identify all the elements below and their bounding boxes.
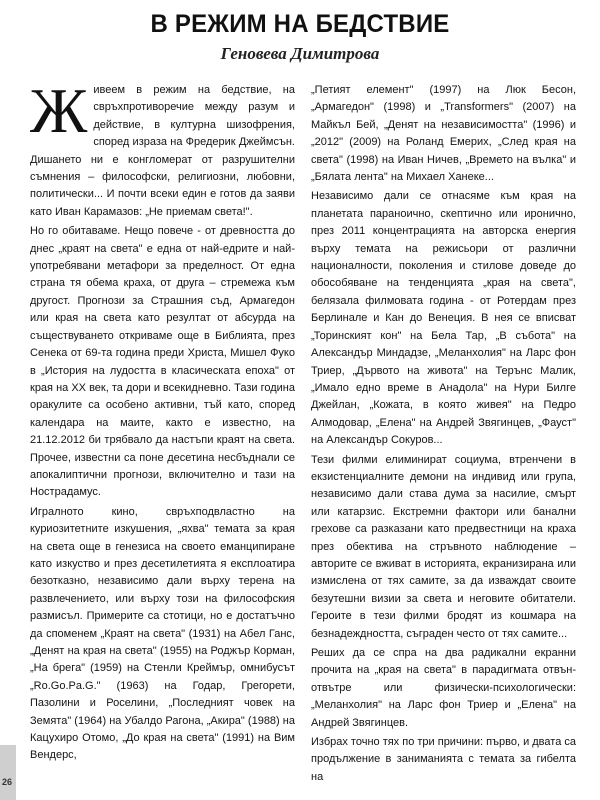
paragraph: Но го обитаваме. Нещо повече - от древността до днес „краят на света" е една от най-едрите и най-употребявани метафори за пределност. От една страна тя обема краха, от друга – стремежа към другост. Прогнози за Страшния съд, Армагедон или края на света като резултат от абсурда на съществуването откриваме още в Библията, през Сенека от 69-та година преди Христа, Мишел Фуко в „История на лудостта в класическата епоха" от края на XX век, та дори и всекидневно. Тази година оракулите са особено активни, тъй като, според календара на маите, както е известно, на 21.12.2012 би трябвало да настъпи краят на света. Прочее, известни са поне десетина несбъднали се апокалиптични прогнози, включително и тази на Нострадамус.	[30, 225, 295, 499]
paragraph: Избрах точно тях по три причини: първо, и двата са продължение в заниманията с темата за гибелта на	[311, 736, 576, 783]
page-number: 26	[2, 777, 13, 787]
paragraph: Независимо дали се отнасяме към края на планетата параноично, скептично или иронично, през 2011 концентрацията на авторска енергия върху темата на режисьори от различни националности, поколения и стилове доведе до обособяване на тенденцията „края на света", белязала филмовата година - от Ротердам през Берлинале и Кан до Венеция. В нея се вписват „Торинският кон" на Бела Тар, „В събота" на Александър Миндадзе, „Меланхолия" на Ларс фон Триер, „Дървото на живота" на Терънс Малик, „Имало едно време в Анадола" на Нури Билге Джейлан, „Кожата, в която живея" на Педро Алмодовар, „Елена" на Андрей Звягинцев, „Фауст" на Александър Сокуров...	[311, 190, 576, 447]
drop-cap: Ж	[30, 75, 88, 146]
article-column-left	[30, 75, 295, 772]
paragraph: Реших да се спра на два радикални екранни прочита на „края на света" в парадигмата отвън-отвътре или физически-психологически: „Меланхолия" на Ларс фон Триер и „Елена" на Андрей Звягинцев.	[311, 647, 576, 729]
page-edge-strip	[0, 745, 16, 800]
paragraph: „Петият елемент" (1997) на Люк Бесон, „Армагедон" (1998) и „Transformers" (2007) на Майкъл Бей, „Денят на независимостта" (1996) и „2012" (2009) на Роланд Емерих, „След края на света" (1998) на Иван Ничев, „Времето на вълка" и „Бялата лента" на Михаел Ханеке...	[311, 84, 576, 184]
paragraph: ивеем в режим на бедствие, на свръхпротиворечие между разум и действие, в културна шизофрения, според израза на Фредерик Джеймсън. Дишането ни е конгломерат от разрушителни съмнения – философски, религиозни, любовни, политически... И почти всеки един е готов да заяви като Иван Карамазов: „Не приемам света!".	[30, 84, 295, 218]
paragraph: Игралното кино, свръхподвластно на куриозитетните изкушения, „яхва" темата за края на света още в генезиса на своето еманципиране като изкуство и през десетилетията я експлоатира безотказно, независимо дали върху терена на развлечението, или върху този на философския размисъл. Примерите са стотици, но е достатъчно да споменем „Краят на света" (1931) на Абел Ганс, „Денят на края на света" (1955) на Роджър Корман, „На брега" (1959) на Стенли Креймър, омнибусът „Ro.Go.Pa.G." (1963) на Годар, Грегорети, Пазолини и Роселини, „Последният човек на Земята" (1964) на Убалдо Рагона, „Акира" (1988) на Кацухиро Отомо, „До края на света" (1991) на Вим Вендерс,	[30, 505, 295, 762]
article-title: В РЕЖИМ НА БЕДСТВИЕ	[150, 10, 450, 38]
article-column-right	[311, 82, 576, 783]
paragraph: Тези филми елиминират социума, втренчени в екзистенциалните демони на индивид или група, независимо дали става дума за насилие, смърт или катарзис. Екстремни фактори или банални грехове са разказани като предвестници на краха през обектива на стръвното наблюдение – авторите се вживат в историята, екранизирана или измислена от тях самите, за да изваждат своите безутешни визии за света и неговите обитатели. Героите в тези филми бродят из кошмара на безнадеждността, съграден често от тях самите...	[311, 453, 576, 640]
article-author: Геновева Димитрова	[220, 44, 380, 63]
